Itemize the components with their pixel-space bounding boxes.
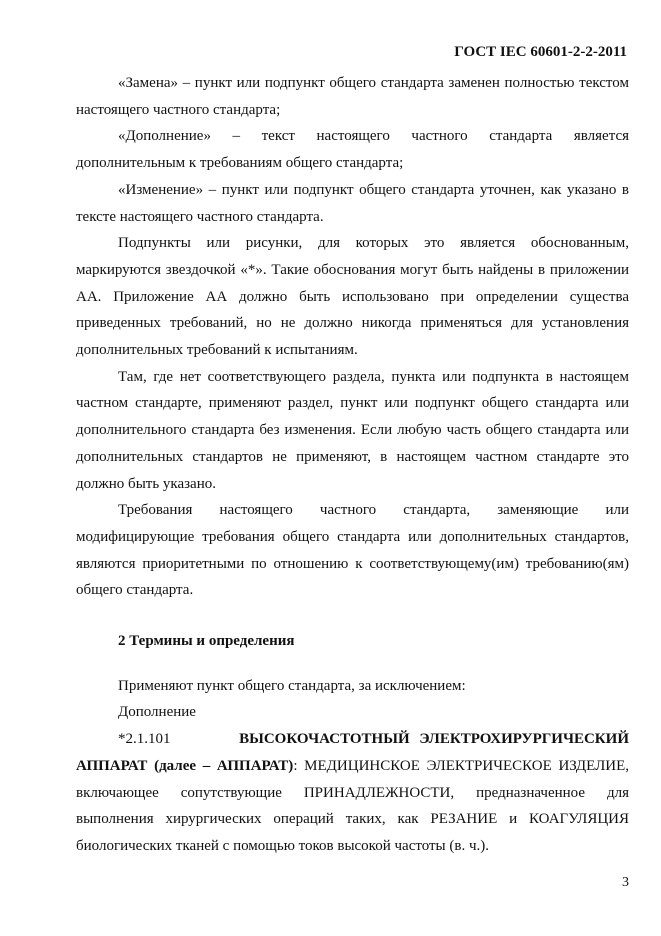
body-text [76, 70, 629, 860]
definition-term: ВЫСОКОЧАСТОТНЫЙ ЭЛЕКТРОХИРУРГИЧЕСКИЙ АППАРАТ (далее – АППАРАТ) [76, 731, 630, 774]
section-intro: Применяют пункт общего стандарта, за исключением: [118, 677, 466, 694]
definition-number: *2.1.101 [118, 731, 171, 748]
page-number: 3 [622, 875, 629, 890]
paragraph-addition: «Дополнение» – текст настоящего частного стандарта является дополнительным к требованиям общего стандарта; [76, 128, 629, 172]
addition-label: Дополнение [118, 704, 196, 721]
paragraph-asterisk: Подпункты или рисунки, для которых это является обоснованным, маркируются звездочкой «*». Такие обоснования могут быть найдены в приложении АА. Приложение АА должно быть использовано при определении существа приведенных требований, но не должно никогда применяться для установления дополнительных требований к испытаниям. [76, 235, 629, 359]
paragraph-modification: «Изменение» – пункт или подпункт общего стандарта уточнен, как указано в тексте настоящего частного стандарта. [76, 181, 629, 225]
section-heading: 2 Термины и определения [118, 633, 295, 650]
standard-code-header: ГОСТ IEC 60601-2-2-2011 [454, 44, 627, 60]
definition-paragraph [76, 726, 629, 860]
definition-text: : МЕДИЦИНСКОЕ ЭЛЕКТРИЧЕСКОЕ ИЗДЕЛИЕ, включающее сопутствующие ПРИНАДЛЕЖНОСТИ, предназначенное для выполнения хирургических операций таких, как РЕЗАНИЕ и КОАГУЛЯЦИЯ биологических тканей с помощью токов высокой частоты (в. ч.). [76, 757, 629, 854]
paragraph-replacement: «Замена» – пункт или подпункт общего стандарта заменен полностью текстом настоящего частного стандарта; [76, 75, 629, 118]
paragraph-unchanged: Там, где нет соответствующего раздела, пункта или подпункта в настоящем частном стандарте, применяют раздел, пункт или подпункт общего стандарта или дополнительного стандарта без изменения. Если любую часть общего стандарта или дополнительных стандартов не применяют, в настоящем частном стандарте это должно быть указано. [76, 368, 629, 492]
paragraph-priority: Требования настоящего частного стандарта, заменяющие или модифицирующие требования общего стандарта или дополнительных стандартов, являются приоритетными по отношению к соответствующему(им) требованию(ям) общего стандарта. [76, 502, 629, 599]
